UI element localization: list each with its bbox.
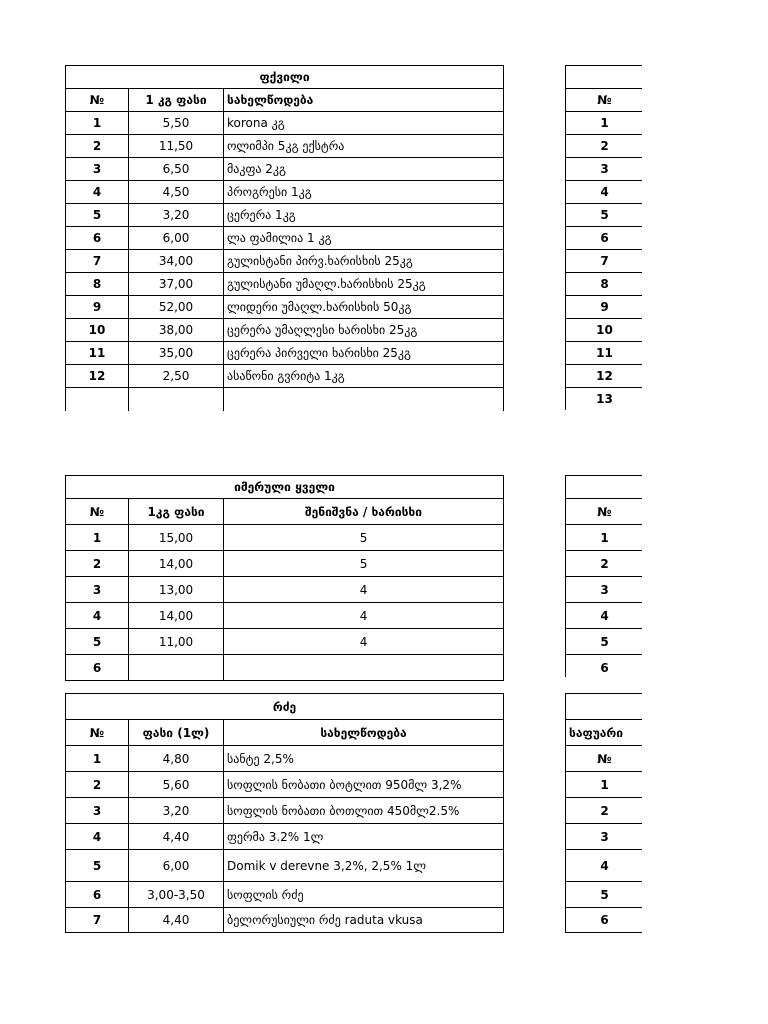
row-number: 7 [66, 250, 129, 273]
row-number: 7 [66, 908, 129, 933]
row-number: 5 [566, 204, 643, 227]
right-table-2 [565, 475, 642, 677]
product-name-cell: ასაწონი გვრიტა 1კგ [224, 365, 504, 388]
grade-cell: 5 [224, 551, 504, 577]
product-name-cell: ბელორუსიული რძე raduta vkusa [224, 908, 504, 933]
row-number: 7 [566, 250, 643, 273]
header-row [66, 499, 504, 525]
row-number: 1 [566, 112, 643, 135]
row-number: 1 [66, 746, 129, 772]
row-number: 6 [566, 908, 643, 933]
table-title: საფუარი [566, 720, 643, 746]
product-name-cell: ლა ფამილია 1 კგ [224, 227, 504, 250]
grade-cell [224, 655, 504, 681]
price-cell [129, 655, 224, 681]
column-header: 1კგ ფასი [129, 499, 224, 525]
grade-cell: 4 [224, 603, 504, 629]
product-name-cell: მაკფა 2კგ [224, 158, 504, 181]
product-name-cell: ოლიმპი 5კგ ექსტრა [224, 135, 504, 158]
product-name-cell: სოფლის ნობათი ბოტლით 950მლ 3,2% [224, 772, 504, 798]
price-cell: 14,00 [129, 551, 224, 577]
table-row [66, 365, 504, 388]
table-row [66, 772, 504, 798]
table-row [66, 603, 504, 629]
column-header: № [566, 89, 643, 112]
table-row [66, 319, 504, 342]
row-number: 6 [66, 882, 129, 908]
price-cell: 3,20 [129, 798, 224, 824]
table-row [66, 629, 504, 655]
row-number: 8 [66, 273, 129, 296]
header-row [66, 89, 504, 112]
row-number: 5 [66, 629, 129, 655]
row-number: 5 [66, 204, 129, 227]
column-header: № [566, 746, 643, 772]
empty-cell [224, 388, 504, 411]
flour-table [65, 65, 504, 411]
row-number: 4 [566, 603, 643, 629]
blank-title-cell [566, 476, 643, 499]
price-cell: 6,50 [129, 158, 224, 181]
row-number: 3 [66, 798, 129, 824]
price-cell: 2,50 [129, 365, 224, 388]
table-row [66, 296, 504, 319]
row-number: 3 [66, 577, 129, 603]
column-header: სახელწოდება [224, 720, 504, 746]
row-number: 1 [66, 525, 129, 551]
empty-cell [129, 388, 224, 411]
table-row [66, 204, 504, 227]
table-row [66, 577, 504, 603]
row-number: 4 [566, 850, 643, 882]
table-title: ფქვილი [66, 66, 504, 89]
row-number: 3 [566, 824, 643, 850]
product-name-cell: ლიდერი უმაღლ.ხარისხის 50კგ [224, 296, 504, 319]
row-number: 4 [66, 824, 129, 850]
table-row [66, 824, 504, 850]
price-cell: 37,00 [129, 273, 224, 296]
row-number: 2 [66, 772, 129, 798]
table-row [66, 273, 504, 296]
product-name-cell: გულისტანი უმაღლ.ხარისხის 25კგ [224, 273, 504, 296]
table-row [66, 135, 504, 158]
price-cell: 4,40 [129, 824, 224, 850]
column-header: № [66, 499, 129, 525]
table-row [66, 181, 504, 204]
row-number: 9 [566, 296, 643, 319]
row-number: 5 [66, 850, 129, 882]
row-number: 10 [566, 319, 643, 342]
table-row [66, 655, 504, 681]
row-number: 9 [66, 296, 129, 319]
row-number: 1 [66, 112, 129, 135]
row-number: 10 [66, 319, 129, 342]
header-row [66, 720, 504, 746]
empty-row [66, 388, 504, 411]
table-row [66, 798, 504, 824]
product-name-cell: პროგრესი 1კგ [224, 181, 504, 204]
row-number: 8 [566, 273, 643, 296]
price-cell: 11,50 [129, 135, 224, 158]
blank-title-cell [566, 694, 643, 720]
price-cell: 5,60 [129, 772, 224, 798]
row-number: 1 [566, 525, 643, 551]
column-header: № [66, 720, 129, 746]
row-number: 3 [566, 577, 643, 603]
price-cell: 13,00 [129, 577, 224, 603]
row-number: 6 [566, 655, 643, 678]
row-number: 3 [566, 158, 643, 181]
row-number: 2 [566, 135, 643, 158]
table-row [66, 112, 504, 135]
row-number: 6 [66, 655, 129, 681]
table-row [66, 850, 504, 882]
product-name-cell: ცერერა პირველი ხარისხი 25კგ [224, 342, 504, 365]
table-row [66, 158, 504, 181]
row-number: 11 [66, 342, 129, 365]
price-cell: 38,00 [129, 319, 224, 342]
row-number: 2 [66, 135, 129, 158]
price-cell: 3,20 [129, 204, 224, 227]
price-cell: 4,50 [129, 181, 224, 204]
row-number: 2 [66, 551, 129, 577]
row-number: 5 [566, 629, 643, 655]
price-cell: 14,00 [129, 603, 224, 629]
table-row [66, 227, 504, 250]
product-name-cell: სოფლის რძე [224, 882, 504, 908]
price-cell: 6,00 [129, 850, 224, 882]
table-title: რძე [66, 694, 504, 720]
column-header: სახელწოდება [224, 89, 504, 112]
table-row [66, 342, 504, 365]
blank-title-cell [566, 66, 643, 89]
price-cell: 6,00 [129, 227, 224, 250]
row-number: 2 [566, 798, 643, 824]
grade-cell: 4 [224, 577, 504, 603]
price-cell: 4,40 [129, 908, 224, 933]
product-name-cell: ცერერა უმაღლესი ხარისხი 25კგ [224, 319, 504, 342]
row-number: 4 [66, 603, 129, 629]
row-number: 2 [566, 551, 643, 577]
price-cell: 3,00-3,50 [129, 882, 224, 908]
price-cell: 15,00 [129, 525, 224, 551]
row-number: 5 [566, 882, 643, 908]
product-name-cell: ფერმა 3.2% 1ლ [224, 824, 504, 850]
empty-cell [66, 388, 129, 411]
row-number: 6 [66, 227, 129, 250]
product-name-cell: korona კგ [224, 112, 504, 135]
right-table-3 [565, 693, 642, 935]
table-title: იმერული ყველი [66, 476, 504, 499]
price-cell: 34,00 [129, 250, 224, 273]
milk-table [65, 693, 504, 933]
table-row [66, 908, 504, 933]
price-cell: 35,00 [129, 342, 224, 365]
table-row [66, 250, 504, 273]
row-number: 3 [66, 158, 129, 181]
product-name-cell: სანტე 2,5% [224, 746, 504, 772]
price-cell: 11,00 [129, 629, 224, 655]
table-row [66, 882, 504, 908]
row-number: 4 [566, 181, 643, 204]
row-number: 1 [566, 772, 643, 798]
column-header: 1 კგ ფასი [129, 89, 224, 112]
grade-cell: 5 [224, 525, 504, 551]
grade-cell: 4 [224, 629, 504, 655]
product-name-cell: გულისტანი პირვ.ხარისხის 25კგ [224, 250, 504, 273]
price-cell: 5,50 [129, 112, 224, 135]
product-name-cell: სოფლის ნობათი ბოთლით 450მლ2.5% [224, 798, 504, 824]
product-name-cell: Domik v derevne 3,2%, 2,5% 1ლ [224, 850, 504, 882]
row-number: 12 [66, 365, 129, 388]
price-cell: 52,00 [129, 296, 224, 319]
price-cell: 4,80 [129, 746, 224, 772]
table-row [66, 746, 504, 772]
row-number: 13 [566, 388, 643, 411]
product-name-cell: ცერერა 1კგ [224, 204, 504, 227]
column-header: № [566, 499, 643, 525]
row-number: 6 [566, 227, 643, 250]
row-number: 11 [566, 342, 643, 365]
row-number: 4 [66, 181, 129, 204]
cheese-table [65, 475, 504, 681]
column-header: № [66, 89, 129, 112]
row-number: 12 [566, 365, 643, 388]
column-header: შენიშვნა / ხარისხი [224, 499, 504, 525]
table-row [66, 551, 504, 577]
table-row [66, 525, 504, 551]
column-header: ფასი (1ლ) [129, 720, 224, 746]
right-table-1 [565, 65, 642, 410]
